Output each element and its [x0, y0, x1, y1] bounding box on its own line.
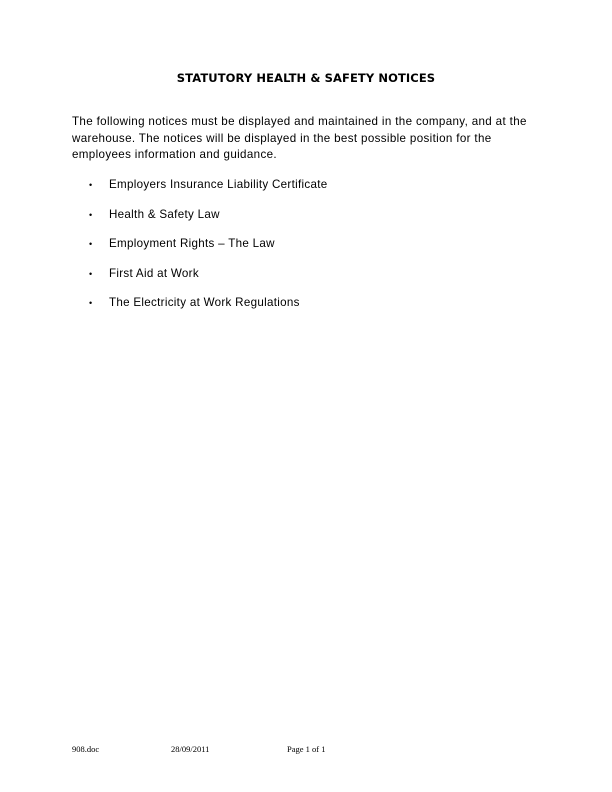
- footer-date: 28/09/2011: [171, 744, 210, 754]
- notice-list: [72, 175, 540, 323]
- list-item: [72, 293, 540, 323]
- bullet-icon: •: [89, 209, 93, 220]
- list-item: [72, 175, 540, 205]
- bullet-icon: •: [89, 298, 93, 309]
- notice-label: Health & Safety Law: [109, 207, 220, 221]
- footer-page-number: Page 1 of 1: [287, 744, 326, 754]
- intro-paragraph: The following notices must be displayed and maintained in the company, and at the warehouse. The notices will be displayed in the best possible position for the employees information and guidance.: [72, 115, 527, 162]
- notice-label: The Electricity at Work Regulations: [109, 296, 300, 310]
- bullet-icon: •: [89, 239, 93, 250]
- page-footer: [0, 744, 612, 758]
- list-item: [72, 205, 540, 235]
- list-item: [72, 234, 540, 264]
- notice-label: Employment Rights – The Law: [109, 237, 275, 251]
- notice-label: Employers Insurance Liability Certificate: [109, 178, 328, 191]
- document-title: STATUTORY HEALTH & SAFETY NOTICES: [176, 71, 436, 85]
- footer-filename: 908.doc: [72, 744, 100, 754]
- notice-label: First Aid at Work: [109, 266, 199, 280]
- bullet-icon: •: [89, 268, 93, 279]
- list-item: [72, 264, 540, 294]
- bullet-icon: •: [89, 180, 93, 190]
